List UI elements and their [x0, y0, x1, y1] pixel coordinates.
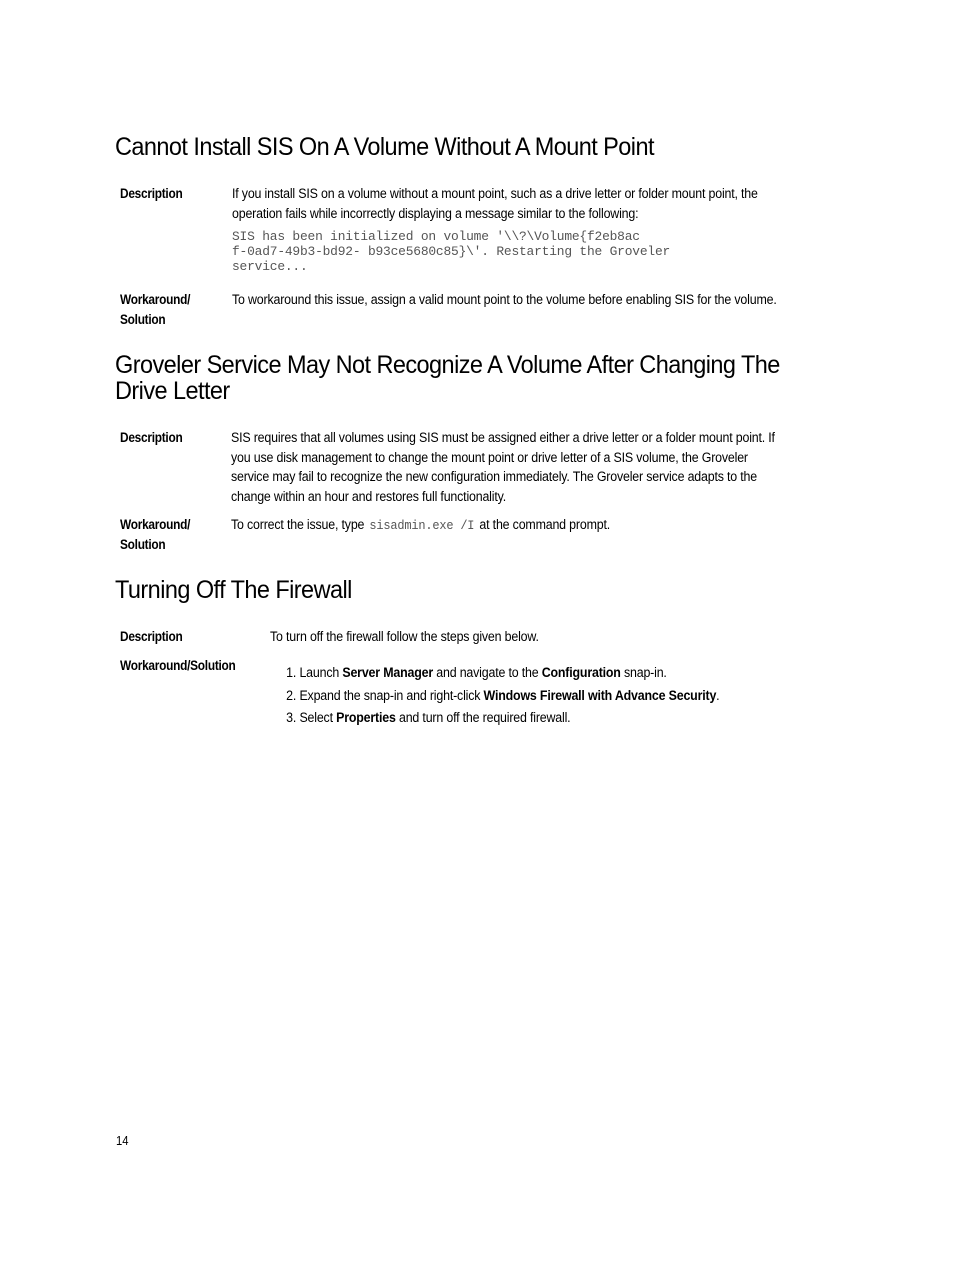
description-text: SIS requires that all volumes using SIS must be assigned either a drive letter or a folder mount point. If you use disk management to change the mount point or drive letter of a SIS volume, the Groveler service may fail to recognize the new configuration immediately. The Groveler service adapts to the change within an hour and restores full functionality.	[231, 430, 775, 504]
description-content	[231, 428, 783, 506]
workaround-text	[231, 515, 801, 536]
description-content	[232, 184, 802, 274]
description-label: Description	[120, 430, 183, 445]
workaround-row-1	[120, 290, 810, 334]
code-line-1: SIS has been initialized on volume '\\?\Volume{f2eb8ac	[232, 229, 640, 244]
steps-list	[270, 662, 785, 730]
description-label: Description	[120, 186, 183, 201]
description-row-2	[120, 428, 810, 508]
step-text: Expand the snap-in and right-click	[299, 687, 484, 703]
workaround-row-3	[120, 656, 810, 736]
workaround-label	[120, 515, 190, 554]
description-label: Description	[120, 629, 183, 644]
workaround-label: Workaround/Solution	[120, 658, 236, 673]
description-row-1	[120, 184, 810, 284]
description-text: To turn off the firewall follow the steps given below.	[270, 629, 539, 644]
ui-term-configuration: Configuration	[541, 665, 621, 680]
section-title-sis-mount-point: Cannot Install SIS On A Volume Without A Mount Point	[115, 133, 654, 161]
section-title-groveler: Groveler Service May Not Recognize A Volume After Changing The Drive Letter	[115, 351, 780, 405]
workaround-label-line-2: Solution	[120, 311, 166, 327]
step-item	[299, 707, 785, 730]
description-content	[270, 627, 785, 647]
step-text: .	[716, 687, 720, 703]
command-code: sisadmin.exe /I	[369, 518, 475, 533]
workaround-content	[232, 290, 802, 310]
steps-content	[270, 662, 785, 730]
code-line-2: f-0ad7-49b3-bd92- b93ce5680c85}\'. Restarting the Groveler	[232, 244, 671, 259]
workaround-text: To workaround this issue, assign a valid mount point to the volume before enabling SIS for the volume.	[232, 292, 777, 307]
workaround-suffix: at the command prompt.	[479, 517, 610, 532]
workaround-label-line-1: Workaround/	[120, 292, 191, 307]
step-item	[299, 685, 785, 708]
ui-term-properties: Properties	[336, 710, 396, 725]
page-number: 14	[116, 1134, 129, 1148]
section-title-firewall: Turning Off The Firewall	[115, 576, 352, 604]
step-text: and turn off the required firewall.	[395, 710, 571, 725]
workaround-label	[120, 290, 190, 329]
step-text: Select	[299, 710, 337, 725]
code-line-3: service...	[232, 259, 308, 274]
workaround-label-line-2: Solution	[120, 536, 166, 552]
step-item	[299, 662, 785, 685]
workaround-content	[231, 515, 801, 536]
description-row-3	[120, 627, 810, 651]
workaround-label-line-1: Workaround/	[120, 517, 191, 532]
description-text: If you install SIS on a volume without a mount point, such as a drive letter or folder mount point, the operation fails while incorrectly displaying a message similar to the following:	[232, 186, 758, 221]
step-text: Launch	[299, 665, 343, 680]
step-text: and navigate to the	[432, 665, 542, 680]
step-text: snap-in.	[620, 665, 667, 680]
workaround-prefix: To correct the issue, type	[231, 517, 365, 532]
ui-term-server-manager: Server Manager	[342, 665, 433, 680]
workaround-row-2	[120, 515, 810, 559]
ui-term-windows-firewall: Windows Firewall with Advance Security	[483, 687, 717, 703]
